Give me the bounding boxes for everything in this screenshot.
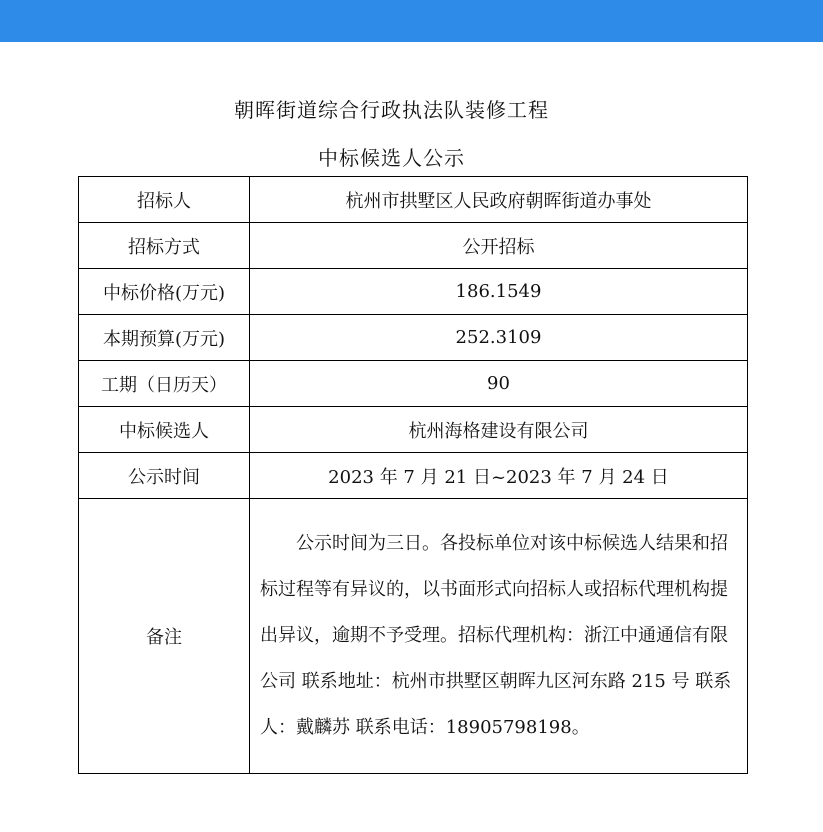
table-row [79,223,748,269]
row-label-remark: 备注 [79,499,250,774]
notice-title: 朝晖街道综合行政执法队装修工程 [234,98,549,122]
row-value-duration: 90 [250,361,748,407]
row-label-budget: 本期预算(万元) [79,315,250,361]
row-label-tenderer: 招标人 [79,177,250,223]
table-row [79,499,748,774]
table-row [79,315,748,361]
row-value-method: 公开招标 [250,223,748,269]
row-label-candidate: 中标候选人 [79,407,250,453]
table-row [79,453,748,499]
candidate-notice-table [78,176,748,774]
row-label-method: 招标方式 [79,223,250,269]
row-label-bid-price: 中标价格(万元) [79,269,250,315]
table-row [79,407,748,453]
table-row [79,361,748,407]
row-value-tenderer: 杭州市拱墅区人民政府朝晖街道办事处 [250,177,748,223]
remark-text: 公示时间为三日。各投标单位对该中标候选人结果和招标过程等有异议的，以书面形式向招标人或招标代理机构提出异议，逾期不予受理。招标代理机构：浙江中通通信有限公司 联系地址：杭州市拱墅区朝晖九区河东路 215 号 联系人：戴麟苏 联系电话：18905798198。 [250,499,748,774]
table-row [79,177,748,223]
row-value-budget: 252.3109 [250,315,748,361]
row-label-duration: 工期（日历天） [79,361,250,407]
row-label-period: 公示时间 [79,453,250,499]
top-banner [0,0,823,42]
row-value-candidate: 杭州海格建设有限公司 [250,407,748,453]
row-value-period: 2023 年 7 月 21 日~2023 年 7 月 24 日 [250,453,748,499]
notice-subtitle: 中标候选人公示 [318,146,465,170]
table-row [79,269,748,315]
row-value-bid-price: 186.1549 [250,269,748,315]
